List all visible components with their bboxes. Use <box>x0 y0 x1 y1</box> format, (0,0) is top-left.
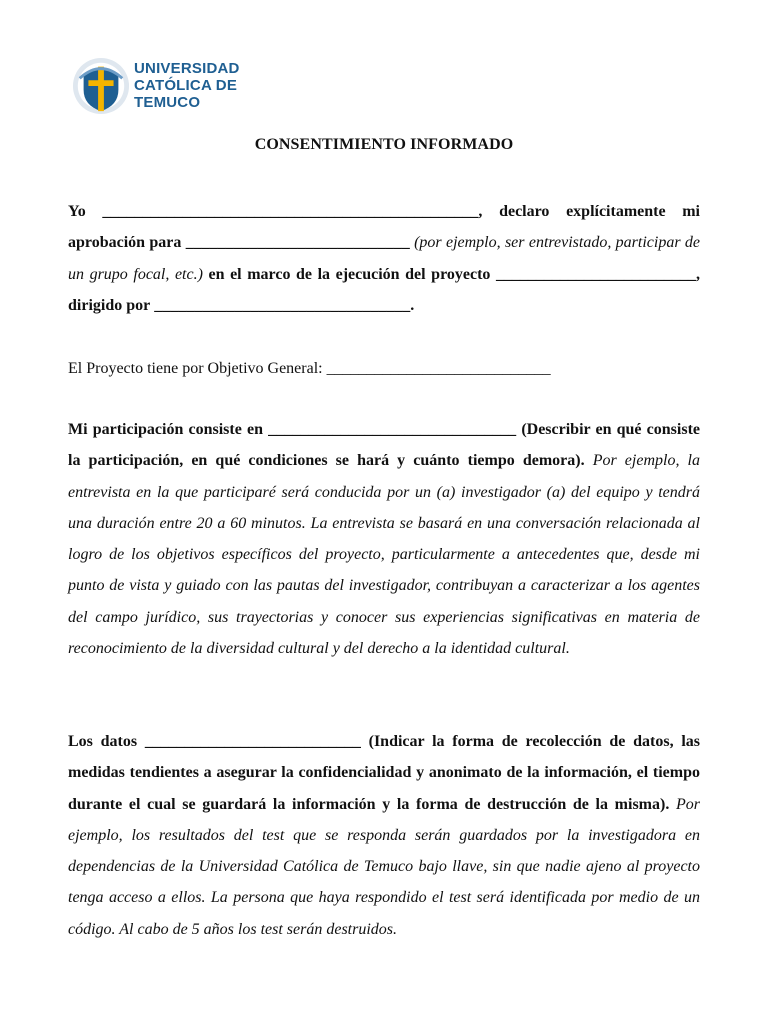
project-blank: _________________________ <box>496 265 696 283</box>
participation-paragraph <box>68 414 700 664</box>
participation-end-dot: . <box>580 452 585 470</box>
project-frame-text: en el marco de la ejecución del proyecto <box>208 265 491 283</box>
objective-label: El Proyecto tiene por Objetivo General: <box>68 360 323 377</box>
objective-blank: ____________________________ <box>326 360 551 377</box>
yo-label: Yo <box>68 203 86 220</box>
activity-example: (por ejemplo, ser entrevistado, participar de un grupo focal, etc.) <box>68 234 701 283</box>
activity-blank: ____________________________ <box>185 234 410 252</box>
p1-end: . <box>410 296 415 314</box>
director-blank: ________________________________ <box>154 296 411 314</box>
data-lead: Los datos <box>68 733 138 750</box>
data-end-dot: . <box>665 795 670 813</box>
data-instruction: (Indicar la forma de recolección de datos, las medidas tendientes a asegurar la confidencialidad y anonimato de la información, el tiempo durante el cual se guardará la información y la forma de destrucción de la misma) <box>68 733 700 813</box>
participation-example: Por ejemplo, la entrevista en la que participaré será conducida por un (a) investigador (a) del equipo y tendrá una duración entre 20 a 60 minutos. La entrevista se basará en una conversación relacionada al logro de los objetivos específicos del proyecto, particularmente a antecedentes que, desde mi punto de vista y guiado con las pautas del investigador, contribuyan a caracterizar a los agentes del campo jurídico, sus trayectorias y conocer sus experiencias significativas en materia de reconocimiento de la diversidad cultural y del derecho a la identidad cultural. <box>68 452 701 658</box>
participation-blank: _______________________________ <box>268 421 517 438</box>
logo-line-3: TEMUCO <box>134 94 201 111</box>
name-blank: _______________________________________________ <box>102 203 479 220</box>
participation-lead: Mi participación consiste en <box>68 421 263 438</box>
logo-line-2: CATÓLICA DE <box>134 77 238 94</box>
objective-paragraph <box>68 353 700 384</box>
university-logo <box>72 55 252 117</box>
document-title: CONSENTIMIENTO INFORMADO <box>254 136 514 153</box>
university-shield-cross-icon <box>72 57 130 115</box>
university-name <box>134 60 240 111</box>
consent-declaration-paragraph <box>68 196 700 321</box>
participation-instruction: (Describir en qué consiste la participación, en qué condiciones se hará y cuánto tiempo demora) <box>68 421 701 470</box>
directed-by-text: , dirigido por <box>68 265 700 314</box>
data-blank: ___________________________ <box>144 733 361 750</box>
logo-line-1: UNIVERSIDAD <box>134 60 240 77</box>
declaro-text: , declaro explícitamente mi aprobación para <box>68 203 700 252</box>
data-example: Por ejemplo, los resultados del test que se responda serán guardados por la investigadora en dependencias de la Universidad Católica de Temuco bajo llave, sin que nadie ajeno al proyecto tenga acceso a ellos. La persona que haya respondido el test será identificada por medio de un código. Al cabo de 5 años los test serán destruidos. <box>68 795 700 938</box>
data-handling-paragraph <box>68 726 700 945</box>
